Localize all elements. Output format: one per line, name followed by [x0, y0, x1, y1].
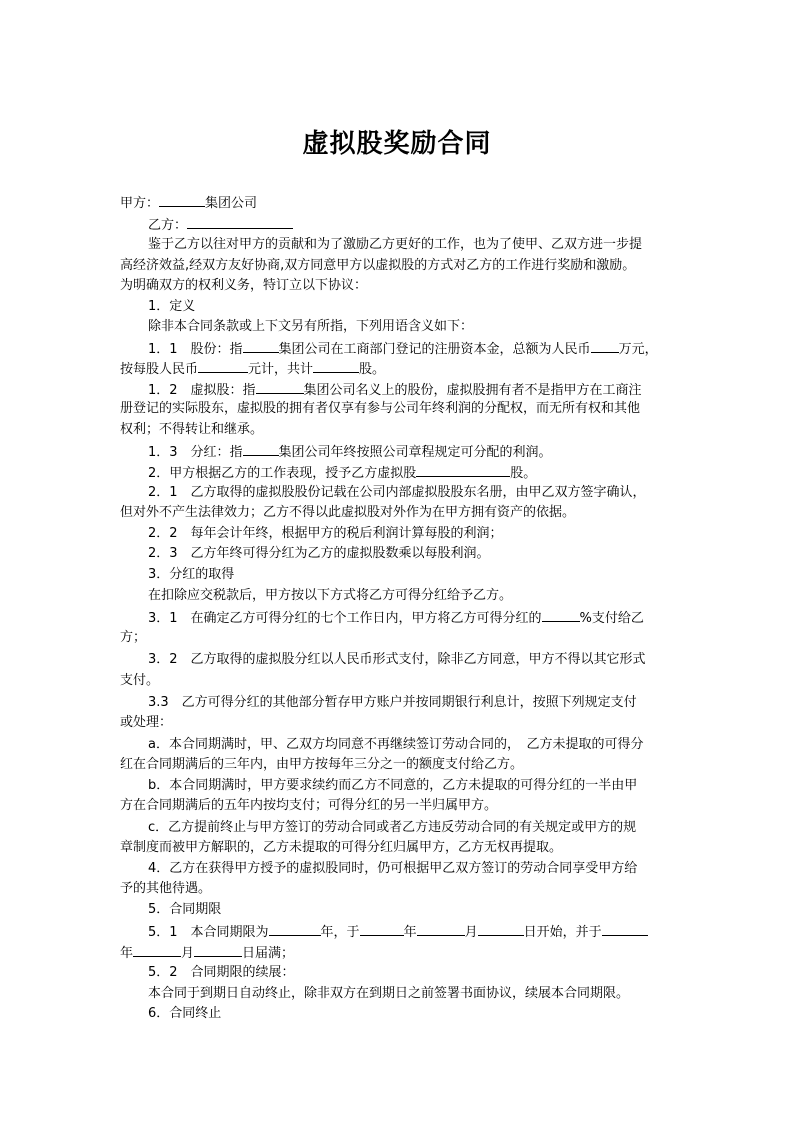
- item-a-line-2: 红在合同期满后的三年内，由甲方按每年三分之一的额度支付给乙方。: [120, 757, 524, 772]
- clause-text: 年: [403, 925, 417, 940]
- section-5-heading: 5．合同期限: [148, 902, 222, 917]
- clause-3-1-line-1: [148, 607, 708, 629]
- document-title: 虚拟股奖励合同: [302, 129, 492, 159]
- clause-3-2-line-2: 支付。: [120, 673, 160, 688]
- clause-text: 5．1 本合同期限为: [148, 925, 269, 940]
- blank-field: [159, 192, 205, 207]
- preamble-line-1: 鉴于乙方以往对甲方的贡献和为了激励乙方更好的工作，也为了使甲、乙双方进一步提: [148, 237, 643, 252]
- section-2-heading: [148, 462, 708, 484]
- clause-1-2-line-3: 权利；不得转让和继承。: [120, 422, 264, 437]
- clause-text: 年: [120, 946, 134, 961]
- item-c-line-2: 章制度而被甲方解职的，乙方未提取的可得分红归属甲方，乙方无权再提取。: [120, 840, 563, 855]
- clause-5-1-line-2: [120, 942, 680, 964]
- blank-field: [602, 921, 648, 936]
- party-a-label: 甲方：: [120, 196, 160, 211]
- clause-text: 元计，共计: [248, 362, 314, 377]
- section-1-intro: 除非本合同条款或上下文另有所指，下列用语含义如下：: [148, 319, 474, 334]
- section-4-line-2: 予的其他待遇。: [120, 881, 212, 896]
- section-3-intro: 在扣除应交税款后，甲方按以下方式将乙方可得分红给予乙方。: [148, 588, 513, 603]
- clause-text: 1．3 分红：指: [148, 445, 243, 460]
- blank-field: [269, 921, 321, 936]
- section-6-heading: 6．合同终止: [148, 1006, 222, 1021]
- preamble-line-3: 为明确双方的权利义务，特订立以下协议：: [120, 278, 368, 293]
- blank-field: [194, 942, 242, 957]
- clause-2-1-line-1: 2．1 乙方取得的虚拟股股份记载在公司内部虚拟股股东名册，由甲乙双方签字确认，: [148, 485, 646, 500]
- clause-text: 按每股人民币: [120, 362, 199, 377]
- section-4-line-1: 4．乙方在获得甲方授予的虚拟股同时，仍可根据甲乙双方签订的劳动合同享受甲方给: [148, 861, 638, 876]
- clause-text: 集团公司名义上的股份，虚拟股拥有者不是指甲方在工商注: [303, 383, 642, 398]
- clause-text: 月: [181, 946, 195, 961]
- clause-text: 股。: [359, 362, 386, 377]
- blank-field: [417, 921, 465, 936]
- blank-field: [243, 441, 279, 456]
- item-b-line-1: b．本合同期满时，甲方要求续约而乙方不同意的，乙方未提取的可得分红的一半由甲: [148, 778, 638, 793]
- blank-field: [591, 338, 619, 353]
- clause-2-3: 2．3 乙方年终可得分红为乙方的虚拟股数乘以每股利润。: [148, 546, 490, 561]
- blank-field: [360, 921, 404, 936]
- blank-field: [542, 607, 580, 622]
- item-b-line-2: 方在合同期满后的五年内按均支付；可得分红的另一半归属甲方。: [120, 798, 498, 813]
- party-b-label: 乙方：: [148, 218, 188, 233]
- clause-text: 集团公司在工商部门登记的注册资本金，总额为人民币: [278, 342, 591, 357]
- clause-3-1-line-2: 方；: [120, 630, 147, 645]
- clause-text: 股。: [510, 466, 537, 481]
- party-a-line: [120, 192, 680, 214]
- section-1-heading: 1．定义: [148, 299, 196, 314]
- clause-3-3-line-1: 3.3 乙方可得分红的其他部分暂存甲方账户并按同期银行利息计，按照下列规定支付: [148, 695, 637, 710]
- blank-field: [243, 338, 279, 353]
- clause-text: 1．2 虚拟股：指: [148, 383, 256, 398]
- clause-text: 3．1 在确定乙方可得分红的七个工作日内，甲方将乙方可得分红的: [148, 611, 542, 626]
- blank-field: [133, 942, 181, 957]
- clause-text: 集团公司年终按照公司章程规定可分配的利润。: [278, 445, 552, 460]
- blank-field: [256, 379, 304, 394]
- clause-5-2-heading: 5．2 合同期限的续展：: [148, 965, 295, 980]
- blank-field: [313, 358, 359, 373]
- clause-text: 万元，: [618, 342, 658, 357]
- party-b-line: [148, 214, 708, 236]
- clause-2-2: 2．2 每年会计年终，根据甲方的税后利润计算每股的利润；: [148, 526, 503, 541]
- clause-5-2-body: 本合同于到期日自动终止，除非双方在到期日之前签署书面协议，续展本合同期限。: [148, 986, 630, 1001]
- clause-1-2-line-2: 册登记的实际股东，虚拟股的拥有者仅享有参与公司年终利润的分配权，而无所有权和其他: [120, 401, 641, 416]
- clause-2-1-line-2: 但对外不产生法律效力；乙方不得以此虚拟股对外作为在甲方拥有资产的依据。: [120, 505, 576, 520]
- item-a-line-1: a．本合同期满时，甲、乙双方均同意不再继续签订劳动合同的， 乙方未提取的可得分: [148, 737, 644, 752]
- clause-text: 2．甲方根据乙方的工作表现，授予乙方虚拟股: [148, 466, 417, 481]
- clause-text: 1．1 股份：指: [148, 342, 243, 357]
- clause-3-2-line-1: 3．2 乙方取得的虚拟股分红以人民币形式支付，除非乙方同意，甲方不得以其它形式: [148, 652, 646, 667]
- blank-field: [198, 358, 248, 373]
- clause-1-1-line-1: [148, 338, 708, 360]
- blank-field: [478, 921, 524, 936]
- preamble-line-2: 高经济效益,经双方友好协商,双方同意甲方以虚拟股的方式对乙方的工作进行奖励和激励。: [120, 258, 636, 273]
- clause-3-3-line-2: 或处理：: [120, 715, 173, 730]
- clause-text: %支付给乙: [579, 611, 644, 626]
- blank-field: [187, 214, 293, 229]
- clause-text: 日开始，并于: [523, 925, 602, 940]
- clause-5-1-line-1: [148, 921, 708, 943]
- clause-text: 年，于: [320, 925, 360, 940]
- clause-1-3: [148, 441, 708, 463]
- clause-1-2-line-1: [148, 379, 708, 401]
- blank-field: [416, 462, 510, 477]
- party-a-suffix: 集团公司: [205, 196, 258, 211]
- clause-text: 月: [464, 925, 478, 940]
- clause-1-1-line-2: [120, 358, 680, 380]
- section-3-heading: 3．分红的取得: [148, 567, 235, 582]
- clause-text: 日届满；: [242, 946, 295, 961]
- item-c-line-1: c．乙方提前终止与甲方签订的劳动合同或者乙方违反劳动合同的有关规定或甲方的规: [148, 820, 637, 835]
